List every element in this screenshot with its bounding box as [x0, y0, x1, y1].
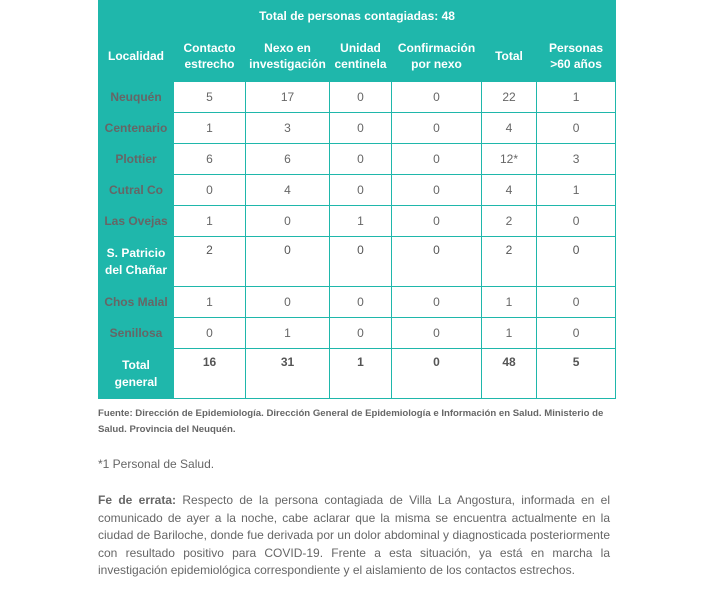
column-header [537, 31, 616, 82]
value-cell: 22 [482, 82, 537, 113]
column-header-line: centinela [334, 57, 387, 71]
value-cell: 31 [246, 349, 330, 399]
column-header [482, 31, 537, 82]
value-cell: 1 [482, 318, 537, 349]
value-cell: 0 [330, 113, 392, 144]
locality-cell [99, 175, 174, 206]
table-row [99, 175, 616, 206]
value-cell: 0 [537, 318, 616, 349]
locality-label: Neuquén [110, 89, 162, 104]
value-cell: 0 [392, 287, 482, 318]
locality-cell [99, 206, 174, 237]
column-header [99, 31, 174, 82]
value-cell: 0 [330, 144, 392, 175]
value-cell: 0 [330, 175, 392, 206]
locality-label: Senillosa [109, 325, 163, 340]
value-cell: 1 [174, 287, 246, 318]
value-cell: 0 [392, 237, 482, 287]
column-header-line: Personas [549, 41, 604, 55]
column-header-line: Localidad [107, 49, 164, 63]
value-cell: 12* [482, 144, 537, 175]
value-cell: 1 [174, 206, 246, 237]
value-cell: 4 [246, 175, 330, 206]
locality-label: Cutral Co [109, 182, 163, 197]
errata-text: Respecto de la persona contagiada de Villa La Angostura, informada en el comunicado de ayer a la noche, cabe aclarar que la misma se encuentra actualmente en la ciudad de Bariloche, donde fue derivada por un dolor abdominal y diagnosticada posteriormente con resultado positivo para COVID-19. Frente a esta situación, ya está en marcha la investigación epidemiológica correspondiente y el aislamiento de los contactos estrechos. [98, 493, 611, 578]
locality-cell [99, 144, 174, 175]
column-header [174, 31, 246, 82]
value-cell: 0 [537, 206, 616, 237]
value-cell: 0 [537, 287, 616, 318]
table-title: Total de personas contagiadas: 48 [99, 1, 616, 31]
cases-table [98, 0, 616, 399]
value-cell: 3 [537, 144, 616, 175]
value-cell: 1 [537, 82, 616, 113]
value-cell: 1 [482, 287, 537, 318]
value-cell: 2 [174, 237, 246, 287]
value-cell: 0 [330, 237, 392, 287]
column-header-line: estrecho [184, 57, 235, 71]
locality-cell [99, 349, 174, 399]
value-cell: 1 [537, 175, 616, 206]
column-header-line: investigación [249, 57, 326, 71]
locality-cell [99, 237, 174, 287]
locality-label: Chos Malal [104, 294, 168, 309]
column-header-line: Confirmación [397, 41, 476, 55]
source-note: Fuente: Dirección de Epidemiología. Dirección General de Epidemiología e Información en Salud. Ministerio de Salud. Provincia del Neuquén. [98, 408, 604, 435]
cases-table-container [98, 0, 615, 399]
value-cell: 6 [174, 144, 246, 175]
value-cell: 3 [246, 113, 330, 144]
value-cell: 2 [482, 237, 537, 287]
value-cell: 17 [246, 82, 330, 113]
locality-cell [99, 113, 174, 144]
locality-label: general [114, 374, 158, 389]
table-row [99, 144, 616, 175]
locality-cell [99, 82, 174, 113]
value-cell: 1 [330, 206, 392, 237]
value-cell: 0 [392, 82, 482, 113]
table-row [99, 318, 616, 349]
value-cell: 0 [330, 287, 392, 318]
value-cell: 0 [392, 175, 482, 206]
value-cell: 0 [392, 113, 482, 144]
value-cell: 0 [330, 82, 392, 113]
value-cell: 1 [246, 318, 330, 349]
value-cell: 5 [537, 349, 616, 399]
value-cell: 4 [482, 175, 537, 206]
locality-label: Centenario [104, 120, 168, 135]
table-row [99, 287, 616, 318]
locality-label: Las Ovejas [104, 213, 168, 228]
column-header [246, 31, 330, 82]
table-header-row [99, 31, 616, 82]
value-cell: 0 [537, 237, 616, 287]
value-cell: 1 [330, 349, 392, 399]
value-cell: 0 [246, 206, 330, 237]
value-cell: 0 [330, 318, 392, 349]
value-cell: 4 [482, 113, 537, 144]
value-cell: 0 [392, 318, 482, 349]
column-header [330, 31, 392, 82]
column-header-line: Total [495, 49, 523, 63]
value-cell: 0 [174, 318, 246, 349]
table-total-row [99, 349, 616, 399]
table-row [99, 237, 616, 287]
locality-label: S. Patricio [106, 245, 166, 260]
value-cell: 0 [392, 144, 482, 175]
column-header-line: Unidad [340, 41, 381, 55]
errata-label: Fe de errata: [98, 493, 177, 507]
value-cell: 1 [174, 113, 246, 144]
locality-cell [99, 287, 174, 318]
value-cell: 48 [482, 349, 537, 399]
value-cell: 0 [174, 175, 246, 206]
locality-label: Total [122, 357, 150, 372]
value-cell: 0 [392, 206, 482, 237]
value-cell: 2 [482, 206, 537, 237]
value-cell: 6 [246, 144, 330, 175]
value-cell: 0 [392, 349, 482, 399]
table-row [99, 113, 616, 144]
locality-label: Plottier [115, 151, 157, 166]
value-cell: 16 [174, 349, 246, 399]
table-row [99, 206, 616, 237]
errata-paragraph [98, 492, 610, 580]
column-header-line: Contacto [183, 41, 236, 55]
table-row [99, 82, 616, 113]
value-cell: 0 [246, 287, 330, 318]
column-header-line: >60 años [550, 57, 602, 71]
footnote: *1 Personal de Salud. [98, 457, 215, 471]
value-cell: 0 [246, 237, 330, 287]
table-title-row [99, 1, 616, 31]
locality-cell [99, 318, 174, 349]
value-cell: 0 [537, 113, 616, 144]
column-header [392, 31, 482, 82]
locality-label: del Chañar [104, 262, 167, 277]
column-header-line: Nexo en [264, 41, 311, 55]
value-cell: 5 [174, 82, 246, 113]
column-header-line: por nexo [411, 57, 462, 71]
